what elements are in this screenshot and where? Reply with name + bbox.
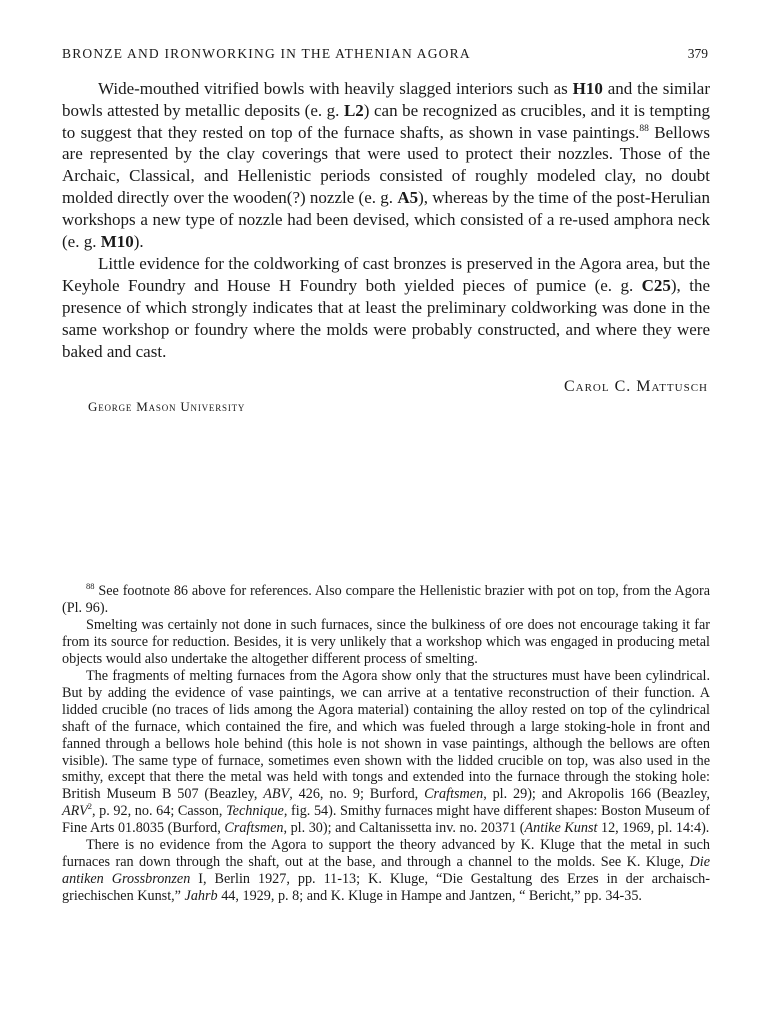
running-head-title: BRONZE AND IRONWORKING IN THE ATHENIAN AGORA xyxy=(62,46,471,61)
body-paragraph-1: Wide-mouthed vitrified bowls with heavily slagged interiors such as H10 and the similar bowls attested by metallic deposits (e. g. L2) can be recognized as crucibles, and it is tempting to suggest that they rested on top of the furnace shafts, as shown in vase paintings.$^{88}$ Bellows are represented by the clay coverings that were used to protect their nozzles. Those of the Archaic, Classical, and Hellenistic periods consisted of roughly modeled clay, no doubt molded directly over the wooden(?) nozzle (e. g. A5), whereas by the time of the post-Herulian workshops a new type of nozzle had been devised, which consisted of a re-used amphora neck (e. g. M10). xyxy=(62,79,711,251)
author-affiliation: George Mason University xyxy=(88,399,246,415)
catalog-ref-m10: M10 xyxy=(100,231,134,251)
page-number: 379 xyxy=(687,46,708,61)
catalog-ref-l2: L2 xyxy=(343,100,364,120)
body-paragraph-2: Little evidence for the coldworking of cast bronzes is preserved in the Agora area, but the Keyhole Foundry and House H Foundry both yielded pieces of pumice (e. g. C25), the presence of which strongly indicates that at least the preliminary coldworking was done in the same workshop or foundry where the molds were probably constructed, and where they were baked and cast. xyxy=(62,254,710,361)
catalog-ref-a5: A5 xyxy=(397,187,419,207)
footnote-smelting-paragraph: Smelting was certainly not done in such furnaces, since the bulkiness of ore does not encourage taking it far from its source for reduction. Besides, it is very unlikely that a workshop which was engaged in producing metal objects would also undertake the altogether different process of smelting. xyxy=(62,616,710,667)
footnote-kluge-paragraph: There is no evidence from the Agora to support the theory advanced by K. Kluge that the metal in such furnaces ran down through the shaft, out at the base, and through a channel to the molds. See K. Kluge, Die antiken Grossbronzen I, Berlin 1927, pp. 11-13; K. Kluge, “Die Gestaltung des Erzes in der archaisch-griechischen Kunst,” Jahrb 44, 1929, p. 8; and K. Kluge in Hampe and Jantzen, “ Bericht,” pp. 34-35. xyxy=(62,837,710,905)
page-body xyxy=(62,46,710,415)
catalog-ref-h10: H10 xyxy=(572,79,603,98)
footnote-marker-88: 88 xyxy=(639,123,649,134)
footnote-number: 88 xyxy=(86,581,95,591)
catalog-ref-c25: C25 xyxy=(641,276,671,296)
footnote-88: $^{88}$ See footnote 86 above for references. Also compare the Hellenistic brazier with pot on top, from the Agora (Pl. 96). xyxy=(62,581,710,616)
author-name: Carol C. Mattusch xyxy=(563,378,708,396)
footnotes xyxy=(62,583,710,905)
running-head xyxy=(62,46,710,62)
footnote-furnace-paragraph: The fragments of melting furnaces from the Agora show only that the structures must have been cylindrical. But by adding the evidence of vase paintings, we can arrive at a tentative reconstruction of their function. A lidded crucible (no traces of lids among the Agora material) containing the alloy rested on top of the cylindrical shaft of the furnace, which contained the fire, and which was fueled through a large stoking-hole in front and fanned through a bellows hole behind (this hole is not shown in vase paintings, although the bellows are often visible). The same type of furnace, sometimes even shown with the lidded crucible on top, was also used in the smithy, except that there the metal was held with tongs and extended into the furnace through the stoking hole: British Museum B 507 (Beazley, ABV, 426, no. 9; Burford, Craftsmen, pl. 29); and Akropolis 166 (Beazley, ARV$^2$, p. 92, no. 64; Casson, Technique, fig. 54). Smithy furnaces might have different shapes: Boston Museum of Fine Arts 01.8035 (Burford, Craftsmen, pl. 30); and Caltanissetta inv. no. 20371 (Antike Kunst 12, 1969, pl. 14:4). xyxy=(62,667,710,837)
